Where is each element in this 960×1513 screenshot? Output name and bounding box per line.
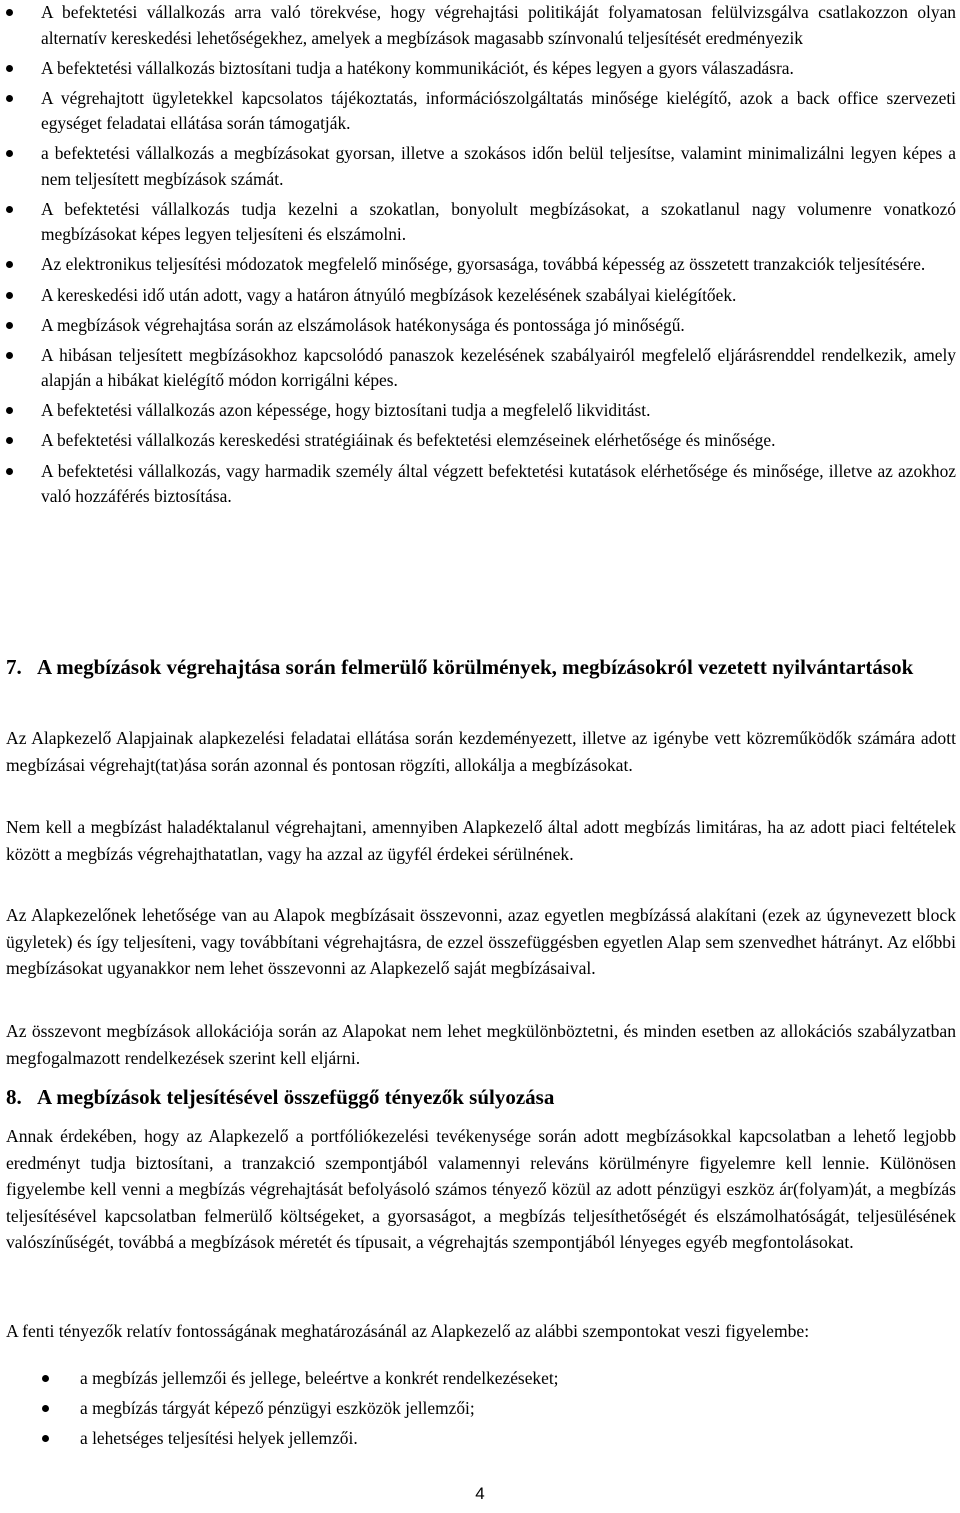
list-item: A megbízások végrehajtása során az elszámolások hatékonysága és pontossága jó minőségű.	[0, 313, 960, 339]
execution-criteria-list	[0, 0, 960, 514]
list-item: A befektetési vállalkozás biztosítani tudja a hatékony kommunikációt, és képes legyen a gyors válaszadásra.	[0, 56, 960, 82]
section-7-heading	[6, 652, 956, 683]
bullet-icon	[6, 95, 13, 102]
bullet-icon	[6, 437, 13, 444]
paragraph: A fenti tényezők relatív fontosságának meghatározásánál az Alapkezelő az alábbi szempontokat veszi figyelembe:	[6, 1321, 810, 1341]
page-number: 4	[475, 1484, 485, 1503]
list-item: A hibásan teljesített megbízásokhoz kapcsolódó panaszok kezelésének szabályairól megfelelő eljárásrenddel rendelkezik, amely alapján a hibákat kielégítő módon korrigálni képes.	[0, 343, 960, 394]
section-number: 7.	[6, 655, 22, 679]
list-item: A végrehajtott ügyletekkel kapcsolatos tájékoztatás, információszolgáltatás minősége kielégítő, azok a back office szervezeti egységet feladatai ellátása során támogatják.	[0, 86, 960, 137]
bullet-icon	[6, 322, 13, 329]
list-item: A kereskedési idő után adott, vagy a határon átnyúló megbízások kezelésének szabályai kielégítőek.	[0, 283, 960, 309]
section-title: A megbízások végrehajtása során felmerülő körülmények, megbízásokról vezetett nyilvántartások	[37, 655, 914, 679]
paragraph: Nem kell a megbízást haladéktalanul végrehajtani, amennyiben Alapkezelő által adott megbízás limitáras, ha az adott piaci feltételek között a megbízás végrehajthatatlan, vagy ha azzal az ügyfél érdekei sérülnének.	[6, 817, 956, 864]
list-item: a befektetési vállalkozás a megbízásokat gyorsan, illetve a szokásos időn belül teljesítse, valamint minimalizálni legyen képes a nem teljesített megbízások számát.	[0, 141, 960, 192]
bullet-icon	[6, 150, 13, 157]
bullet-icon	[6, 9, 13, 16]
bullet-icon	[6, 65, 13, 72]
list-item: A befektetési vállalkozás arra való törekvése, hogy végrehajtási politikáját folyamatosan felülvizsgálva csatlakozzon olyan alternatív kereskedési lehetőségekhez, amelyek a megbízások magasabb színvonalú teljesítését eredményezik	[0, 0, 960, 51]
list-item: a lehetséges teljesítési helyek jellemzői.	[0, 1426, 960, 1452]
bullet-icon	[42, 1435, 49, 1442]
section-title: A megbízások teljesítésével összefüggő tényezők súlyozása	[37, 1085, 555, 1109]
bullet-icon	[6, 468, 13, 475]
bullet-icon	[6, 261, 13, 268]
paragraph: Az Alapkezelőnek lehetősége van au Alapok megbízásait összevonni, azaz egyetlen megbízássá alakítani (ezek az úgynevezett block ügyletek) és így teljesíteni, vagy továbbítani végrehajtásra, de ezzel összefüggésben egyetlen Alap sem szenvedhet hátrányt. Az előbbi megbízásokat ugyanakkor nem lehet összevonni az Alapkezelő saját megbízásaival.	[6, 905, 956, 978]
list-item: a megbízás jellemzői és jellege, beleértve a konkrét rendelkezéseket;	[0, 1366, 960, 1392]
section-8-heading	[6, 1082, 956, 1113]
bullet-icon	[42, 1405, 49, 1412]
list-item: a megbízás tárgyát képező pénzügyi eszközök jellemzői;	[0, 1396, 960, 1422]
list-item: A befektetési vállalkozás azon képessége, hogy biztosítani tudja a megfelelő likviditást.	[0, 398, 960, 424]
factor-criteria-list	[0, 1366, 960, 1456]
bullet-icon	[6, 407, 13, 414]
bullet-icon	[6, 292, 13, 299]
list-item: Az elektronikus teljesítési módozatok megfelelő minősége, gyorsasága, továbbá képesség az összetett tranzakciók teljesítésére.	[0, 252, 960, 278]
bullet-icon	[42, 1375, 49, 1382]
paragraph: Az Alapkezelő Alapjainak alapkezelési feladatai ellátása során kezdeményezett, illetve az igénybe vett közreműködők számára adott megbízásai végrehajt(tat)ása során azonnal és pontosan rögzíti, allokálja a megbízásokat.	[6, 728, 956, 775]
paragraph: Annak érdekében, hogy az Alapkezelő a portfóliókezelési tevékenysége során adott megbízásokkal kapcsolatban a lehető legjobb eredményt tudja biztosítani, a tranzakció szempontjából valamennyi releváns körülményre figyelemre kell lennie. Különösen figyelembe kell venni a megbízás végrehajtását befolyásoló számos tényező közül az adott pénzügyi eszköz ár(folyam)át, a megbízás teljesítésével kapcsolatban felmerülő költségeket, a gyorsaságot, a megbízás teljesíthetőségét és elszámolhatóságát, teljesülésének valószínűségét, továbbá a megbízások méretét és típusait, a végrehajtás szempontjából lényeges egyéb megfontolásokat.	[6, 1126, 956, 1252]
list-item: A befektetési vállalkozás tudja kezelni a szokatlan, bonyolult megbízásokat, a szokatlanul nagy volumenre vonatkozó megbízásokat képes legyen teljesíteni és elszámolni.	[0, 197, 960, 248]
bullet-icon	[6, 352, 13, 359]
section-number: 8.	[6, 1085, 22, 1109]
paragraph: Az összevont megbízások allokációja során az Alapokat nem lehet megkülönböztetni, és minden esetben az allokációs szabályzatban megfogalmazott rendelkezések szerint kell eljárni.	[6, 1021, 956, 1068]
bullet-icon	[6, 206, 13, 213]
list-item: A befektetési vállalkozás, vagy harmadik személy által végzett befektetési kutatások elérhetősége és minősége, illetve az azokhoz való hozzáférés biztosítása.	[0, 459, 960, 510]
list-item: A befektetési vállalkozás kereskedési stratégiáinak és befektetési elemzéseinek elérhetősége és minősége.	[0, 428, 960, 454]
